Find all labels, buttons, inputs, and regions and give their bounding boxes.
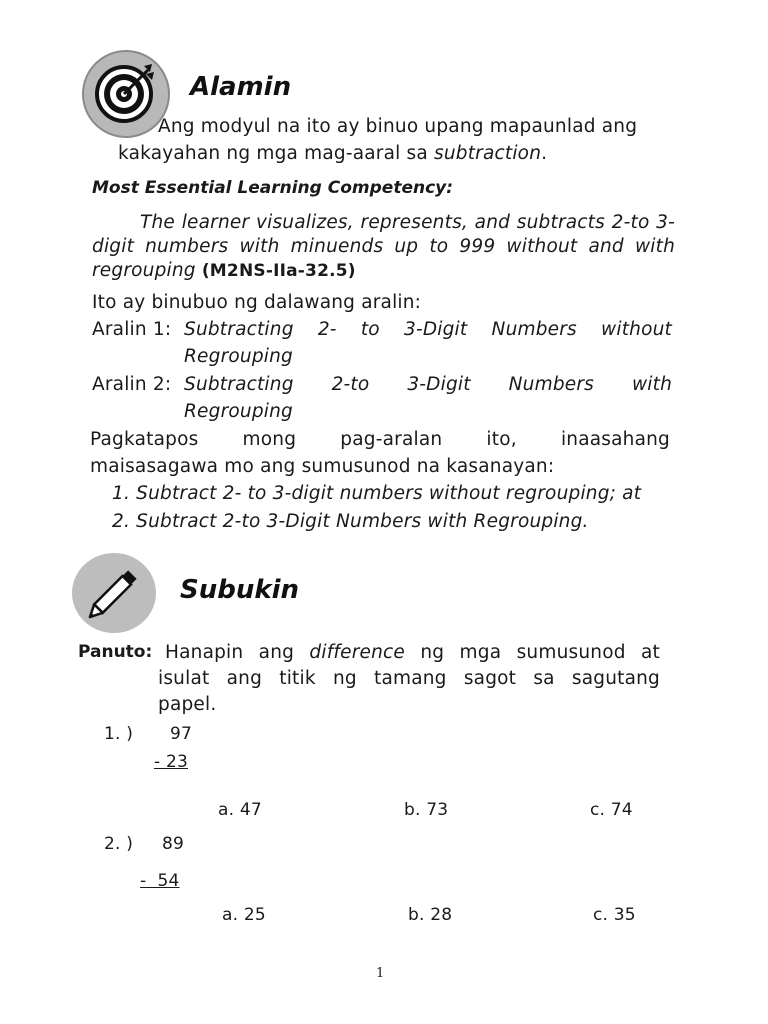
lesson-2-title: Subtracting 2-to 3-Digit Numbers with bbox=[184, 374, 672, 395]
intro-line-2-end: . bbox=[541, 143, 548, 164]
objective-1: 1. Subtract 2- to 3-digit numbers without regrouping; at bbox=[112, 483, 642, 504]
panuto-label: Panuto: bbox=[78, 642, 153, 662]
target-icon bbox=[82, 50, 170, 138]
panuto-line-2: isulat ang titik ng tamang sagot sa sagutang bbox=[158, 668, 660, 689]
melc-heading: Most Essential Learning Competency: bbox=[92, 178, 454, 198]
after-line-2: maisasagawa mo ang sumusunod na kasanayan: bbox=[90, 456, 555, 477]
lessons-intro: Ito ay binubuo ng dalawang aralin: bbox=[92, 292, 422, 313]
lesson-2-title-cont: Regrouping bbox=[184, 401, 293, 422]
item-1-choice-c: c. 74 bbox=[590, 800, 633, 820]
intro-line-2 bbox=[118, 143, 547, 164]
after-line-1: Pagkatapos mong pag-aralan ito, inaasahang bbox=[90, 429, 670, 450]
item-2-minuend: 89 bbox=[162, 834, 185, 854]
item-2-choice-a: a. 25 bbox=[222, 905, 266, 925]
page-number: 1 bbox=[376, 966, 385, 981]
item-1-number: 1. ) bbox=[104, 724, 134, 744]
intro-subtraction-term: subtraction bbox=[434, 143, 542, 164]
alamin-title: Alamin bbox=[190, 72, 292, 102]
panuto-line-3: papel. bbox=[158, 694, 217, 715]
item-2-choice-c: c. 35 bbox=[593, 905, 636, 925]
panuto-line-1-text: Hanapin ang bbox=[165, 642, 310, 663]
lesson-1-label: Aralin 1: bbox=[92, 319, 172, 340]
melc-line-1: The learner visualizes, represents, and subtracts 2-to 3- bbox=[140, 212, 675, 233]
melc-code: (M2NS-IIa-32.5) bbox=[201, 261, 356, 281]
panuto-line-1-end: ng mga sumusunod at bbox=[404, 642, 660, 663]
panuto-line-1 bbox=[165, 642, 660, 663]
melc-regrouping: regrouping bbox=[92, 260, 196, 281]
subukin-title: Subukin bbox=[180, 575, 300, 605]
objective-2: 2. Subtract 2-to 3-Digit Numbers with Regrouping. bbox=[112, 511, 589, 532]
lesson-1-title: Subtracting 2- to 3-Digit Numbers without bbox=[184, 319, 672, 340]
item-1-choice-b: b. 73 bbox=[404, 800, 449, 820]
item-1-subtrahend: - 23 bbox=[154, 752, 188, 772]
panuto-difference-term: difference bbox=[309, 642, 405, 663]
lesson-1-title-cont: Regrouping bbox=[184, 346, 293, 367]
melc-line-2: digit numbers with minuends up to 999 without and with bbox=[92, 236, 675, 257]
intro-line-2-text: kakayahan ng mga mag-aaral sa bbox=[118, 143, 435, 164]
pencil-icon bbox=[72, 553, 156, 633]
item-1-choice-a: a. 47 bbox=[218, 800, 262, 820]
item-2-subtrahend: - 54 bbox=[140, 871, 180, 891]
item-2-number: 2. ) bbox=[104, 834, 134, 854]
intro-line-1: Ang modyul na ito ay binuo upang mapaunlad ang bbox=[158, 116, 638, 137]
item-1-minuend: 97 bbox=[170, 724, 193, 744]
melc-line-3 bbox=[92, 260, 356, 281]
lesson-2-label: Aralin 2: bbox=[92, 374, 172, 395]
item-2-choice-b: b. 28 bbox=[408, 905, 453, 925]
